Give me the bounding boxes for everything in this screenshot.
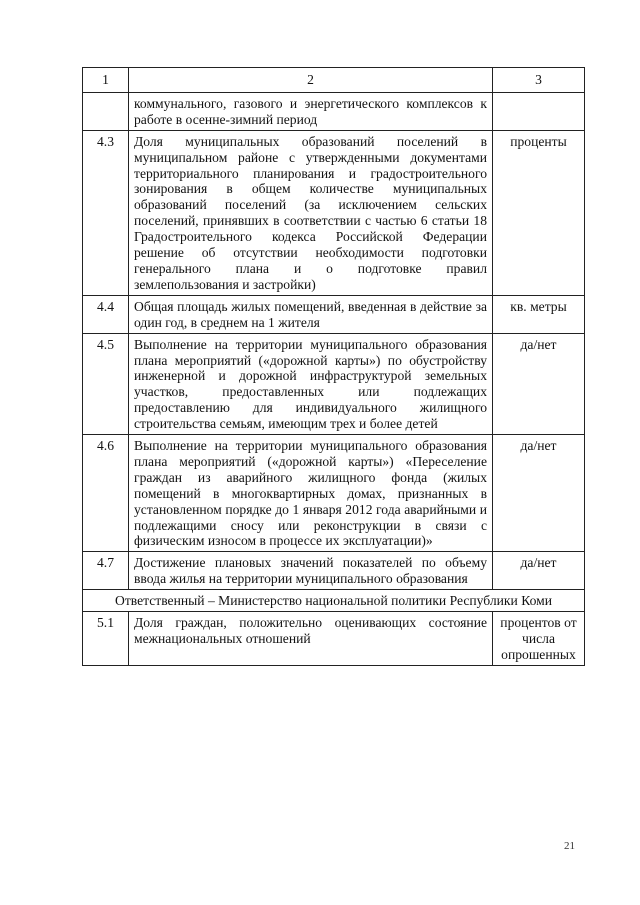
row-number: 4.3: [83, 130, 129, 295]
table-row: [83, 552, 585, 590]
row-text: Доля муниципальных образований поселений в муниципальном районе с утвержденными документами территориального планирования и градостроительного зонирования в общем количестве муниципальных образований поселений (за исключением сельских поселений, принявших в соответствии с частью 6 статьи 18 Градостроительного кодекса Российской Федерации решение об отсутствии необходимости подготовки генерального плана и о подготовке правил землепользования и застройки): [129, 130, 493, 295]
row-unit: да/нет: [493, 552, 585, 590]
table-row: [83, 130, 585, 295]
row-number: 4.5: [83, 333, 129, 434]
table-row: [83, 435, 585, 552]
row-number: [83, 92, 129, 130]
row-text: Доля граждан, положительно оценивающих состояние межнациональных отношений: [129, 612, 493, 666]
row-number: 4.4: [83, 295, 129, 333]
row-unit: процентов от числа опрошенных: [493, 612, 585, 666]
row-number: 4.7: [83, 552, 129, 590]
table-row: [83, 612, 585, 666]
table-header-row: [83, 68, 585, 93]
page-number: 21: [564, 840, 575, 852]
row-number: 5.1: [83, 612, 129, 666]
table-row: [83, 333, 585, 434]
header-cell-3: 3: [493, 68, 585, 93]
row-text: Выполнение на территории муниципального образования плана мероприятий («дорожной карты») по обустройству инженерной и дорожной инфраструктурой земельных участков, предоставленных или подлежащих предоставлению для индивидуального жилищного строительства семьям, имеющим трех и более детей: [129, 333, 493, 434]
row-unit: да/нет: [493, 435, 585, 552]
header-cell-2: 2: [129, 68, 493, 93]
row-text: Выполнение на территории муниципального образования плана мероприятий («дорожной карты») «Переселение граждан из аварийного жилищного фонда (жилых помещений в многоквартирных домах, признанных в установленном порядке до 1 января 2012 года аварийными и подлежащими сносу или реконструкции в связи с физическим износом в процессе их эксплуатации)»: [129, 435, 493, 552]
row-text: Общая площадь жилых помещений, введенная в действие за один год, в среднем на 1 жителя: [129, 295, 493, 333]
header-cell-1: 1: [83, 68, 129, 93]
row-unit: да/нет: [493, 333, 585, 434]
row-unit: проценты: [493, 130, 585, 295]
row-unit: [493, 92, 585, 130]
responsible-row: [83, 590, 585, 612]
row-text: Достижение плановых значений показателей по объему ввода жилья на территории муниципального образования: [129, 552, 493, 590]
row-text: коммунального, газового и энергетического комплексов к работе в осенне-зимний период: [129, 92, 493, 130]
table-row: [83, 295, 585, 333]
row-number: 4.6: [83, 435, 129, 552]
indicators-table: [82, 67, 585, 666]
table-row: [83, 92, 585, 130]
row-unit: кв. метры: [493, 295, 585, 333]
responsible-text: Ответственный – Министерство национальной политики Республики Коми: [83, 590, 585, 612]
